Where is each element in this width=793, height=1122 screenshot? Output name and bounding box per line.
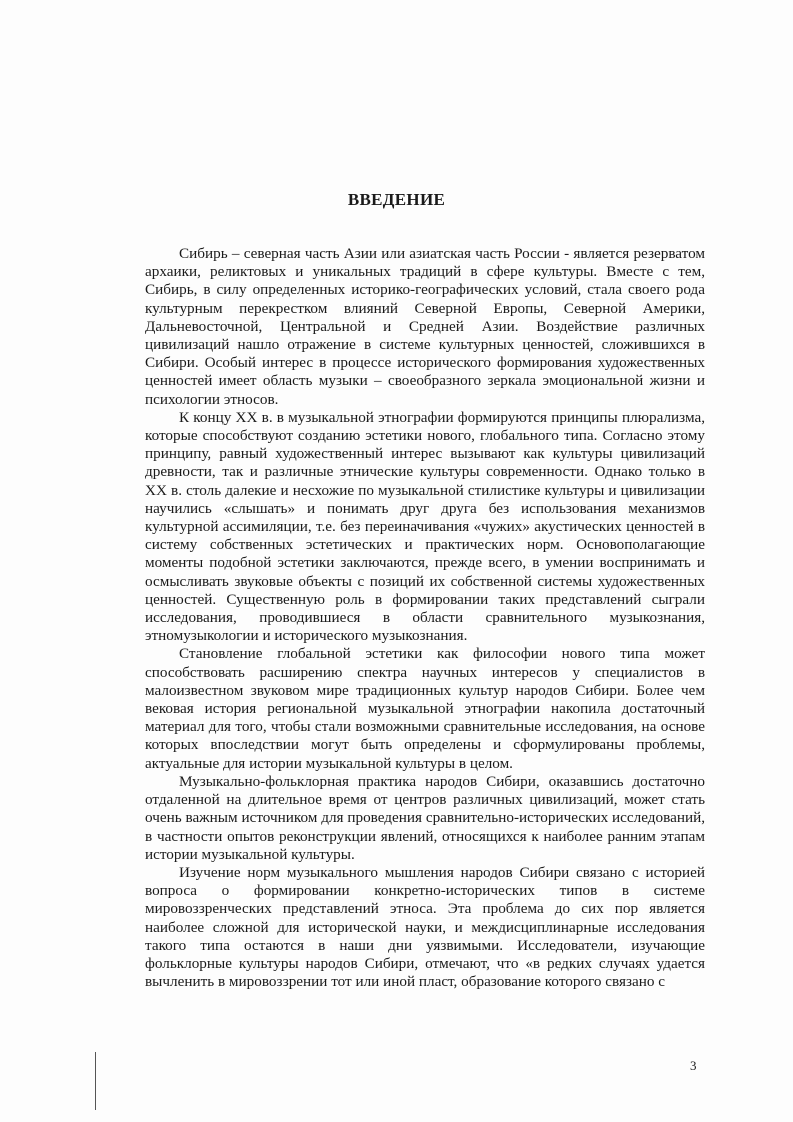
margin-line [95, 1052, 96, 1110]
paragraph-1: Сибирь – северная часть Азии или азиатская часть России - является резерватом архаики, реликтовых и уникальных традиций в сфере культуры. Вместе с тем, Сибирь, в силу определенных историко-географических условий, стала своего рода культурным перекрестком влияний Северной Европы, Северной Америки, Дальневосточной, Центральной и Средней Азии. Воздействие различных цивилизаций нашло отражение в системе культурных ценностей, сложившихся в Сибири. Особый интерес в процессе исторического формирования художественных ценностей имеет область музыки – своеобразного зеркала эмоциональной жизни и психологии этносов. [145, 245, 705, 408]
paragraph-3: Становление глобальной эстетики как философии нового типа может способствовать расширению спектра научных интересов у специалистов в малоизвестном звуковом мире традиционных культур народов Сибири. Более чем вековая история региональной музыкальной этнографии накопила достаточный материал для того, чтобы стали возможными сравнительные исследования, на основе которых впоследствии могут быть определены и сформулированы проблемы, актуальные для истории музыкальной культуры в целом. [145, 645, 705, 772]
paragraph-2: К концу XX в. в музыкальной этнографии формируются принципы плюрализма, которые способствуют созданию эстетики нового, глобального типа. Согласно этому принципу, равный художественный интерес вызывают как культуры цивилизаций древности, так и различные этнические культуры современности. Однако только в XX в. столь далекие и несхожие по музыкальной стилистике культуры и цивилизации научились «слышать» и понимать друг друга без использования механизмов культурной ассимиляции, т.е. без переиначивания «чужих» акустических ценностей в систему собственных эстетических и практических норм. Основополагающие моменты подобной эстетики заключаются, прежде всего, в умении воспринимать и осмысливать звуковые объекты с позиций их собственной системы художественных ценностей. Существенную роль в формировании таких представлений сыграли исследования, проводившиеся в области сравнительного музыкознания, этномузыкологии и исторического музыкознания. [145, 408, 705, 645]
paragraph-5: Изучение норм музыкального мышления народов Сибири связано с историей вопроса о формировании конкретно-исторических типов в системе мировоззренческих представлений этноса. Эта проблема до сих пор является наиболее сложной для исторической науки, и междисциплинарные исследования такого типа остаются в наши дни уязвимыми. Исследователи, изучающие фольклорные культуры народов Сибири, отмечают, что «в редких случаях удается вычленить в мировоззрении тот или иной пласт, образование которого связано с [145, 863, 705, 991]
page-number: 3 [690, 1058, 697, 1073]
paragraph-4: Музыкально-фольклорная практика народов Сибири, оказавшись достаточно отдаленной на длительное время от центров различных цивилизаций, может стать очень важным источником для проведения сравнительно-исторических исследований, в частности опытов реконструкции явлений, относящихся к наиболее ранним этапам истории музыкальной культуры. [145, 772, 705, 863]
body-text [145, 245, 705, 991]
page-title: ВВЕДЕНИЕ [347, 190, 446, 209]
